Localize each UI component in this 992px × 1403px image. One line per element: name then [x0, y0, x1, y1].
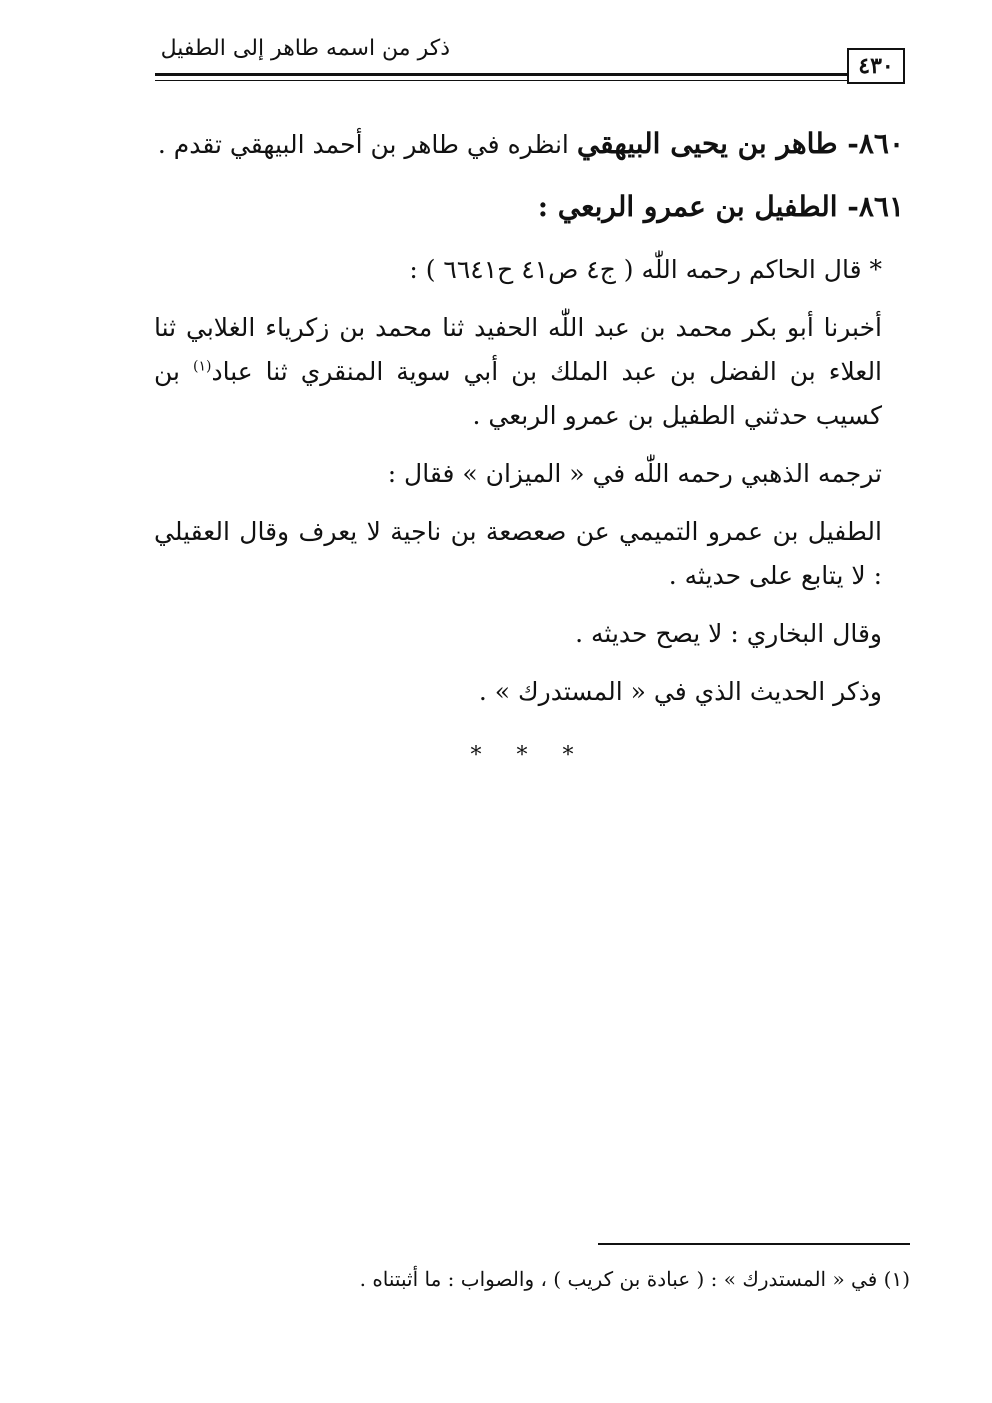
entry-861-title: ٨٦١- الطفيل بن عمرو الربعي : — [537, 190, 904, 223]
footnote-marker: (١) — [192, 358, 212, 375]
isnad-part-2: بن كسيب حدثني الطفيل بن عمرو الربعي . — [154, 357, 882, 430]
hakim-line: * قال الحاكم رحمه اللّٰه ( ج٤ ص٤١ ح٦٦٤١ ) : — [409, 255, 882, 284]
header-title: ذكر من اسمه طاهر إلى الطفيل — [160, 36, 450, 61]
dhahabi-text: الطفيل بن عمرو التميمي عن صعصعة بن ناجية لا يعرف وقال العقيلي : لا يتابع على حديثه . — [154, 517, 882, 590]
running-header — [155, 30, 905, 100]
mustadrak-note: وذكر الحديث الذي في « المستدرك » . — [478, 677, 882, 706]
header-rule — [155, 73, 847, 76]
section-separator: * * * — [470, 743, 588, 768]
entry-861 — [154, 185, 904, 230]
footnote-rule — [598, 1243, 910, 1245]
main-text — [154, 122, 904, 778]
dhahabi-intro: ترجمه الذهبي رحمه اللّٰه في « الميزان » فقال : — [387, 459, 882, 488]
bukhari-statement: وقال البخاري : لا يصح حديثه . — [575, 619, 882, 648]
footnote: (١) في « المستدرك » : ( عبادة بن كريب ) ، والصواب : ما أثبتناه . — [359, 1267, 910, 1291]
entry-860-title: ٨٦٠- طاهر بن يحيى البيهقي — [576, 127, 904, 160]
header-rule-thin — [155, 80, 847, 81]
isnad-paragraph — [154, 306, 904, 438]
entry-860-text: انظره في طاهر بن أحمد البيهقي تقدم . — [157, 130, 569, 159]
page-number: ٤٣٠ — [847, 48, 905, 84]
isnad-part-1: أخبرنا أبو بكر محمد بن عبد اللّٰه الحفيد ثنا محمد بن زكرياء الغلابي ثنا العلاء بن الفضل بن عبد الملك بن أبي سوية المنقري ثنا عباد — [154, 313, 883, 386]
entry-860 — [154, 122, 904, 167]
